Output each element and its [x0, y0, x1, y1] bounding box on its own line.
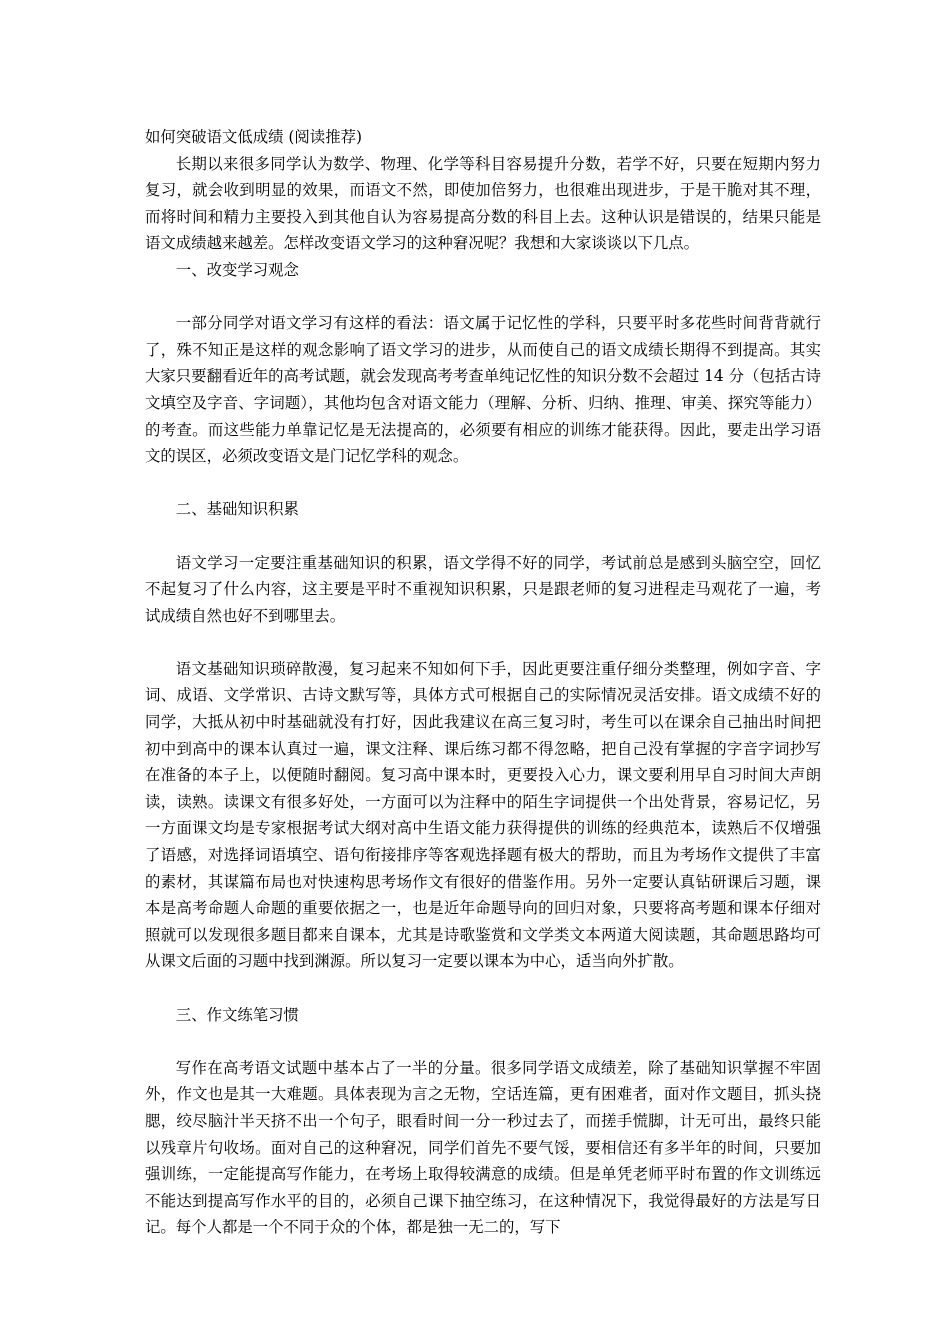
section-heading-basic-knowledge: 二、基础知识积累 — [175, 500, 299, 519]
section1-paragraph: 一部分同学对语文学习有这样的看法：语文属于记忆性的学科，只要平时多花些时间背背就行了，殊不知正是这样的观念影响了语文学习的进步，从而使自己的语文成绩长期得不到提高。其实大家只要翻看近年的高考试题，就会发现高考考查单纯记忆性的知识分数不会超过 14 分（包括古诗文填空及字音、字词题），其他均包含对语文能力（理解、分析、归纳、推理、审美、探究等能力）的考查。而这些能力单靠记忆是无法提高的，必须要有相应的训练才能获得。因此，要走出学习语文的误区，必须改变语文是门记忆学科的观念。 — [145, 314, 821, 466]
paragraph-spacer — [145, 975, 821, 1002]
section-heading-writing-habit: 三、作文练笔习惯 — [175, 1005, 299, 1024]
intro-paragraph: 长期以来很多同学认为数学、物理、化学等科目容易提升分数，若学不好，只要在短期内努力复习，就会收到明显的效果，而语文不然，即使加倍努力，也很难出现进步，于是干脆对其不理，而将时间和精力主要投入到其他自认为容易提高分数的科目上去。这种认识是错误的，结果只能是语文成绩越来越差。怎样改变语文学习的这种窘况呢？我想和大家谈谈以下几点。 — [145, 154, 821, 253]
paragraph-spacer — [145, 470, 821, 497]
paragraph-spacer — [145, 284, 821, 311]
section2-paragraph-2: 语文基础知识琐碎散漫，复习起来不知如何下手，因此更要注重仔细分类整理，例如字音、字词、成语、文学常识、古诗文默写等，具体方式可根据自己的实际情况灵活安排。语文成绩不好的同学，大抵从初中时基础就没有打好，因此我建议在高三复习时，考生可以在课余自己抽出时间把初中到高中的课本认真过一遍，课文注释、课后练习都不得忽略，把自己没有掌握的字音字词抄写在准备的本子上，以便随时翻阅。复习高中课本时，更要投入心力，课文要利用早自习时间大声朗读，读熟。读课文有很多好处，一方面可以为注释中的陌生字词提供一个出处背景，容易记忆，另一方面课文均是专家根据考试大纲对高中生语文能力获得提供的训练的经典范本，读熟后不仅增强了语感，对选择词语填空、语句衔接排序等客观选择题有极大的帮助，而且为考场作文提供了丰富的素材，其谋篇布局也对快速构思考场作文有很好的借鉴作用。另外一定要认真钻研课后习题，课本是高考命题人命题的重要依据之一，也是近年命题导向的回归对象，只要将高考题和课本仔细对照就可以发现很多题目都来自课本，尤其是诗歌鉴赏和文学类文本两道大阅读题，其命题思路均可从课文后面的习题中找到渊源。所以复习一定要以课本为中心，适当向外扩散。 — [145, 659, 821, 971]
section2-paragraph-1: 语文学习一定要注重基础知识的积累，语文学得不好的同学，考试前总是感到头脑空空，回忆不起复习了什么内容，这主要是平时不重视知识积累，只是跟老师的复习进程走马观花了一遍，考试成绩自然也好不到哪里去。 — [145, 553, 821, 625]
paragraph-spacer — [145, 629, 821, 656]
section3-paragraph: 写作在高考语文试题中基本占了一半的分量。很多同学语文成绩差，除了基础知识掌握不牢固外，作文也是其一大难题。具体表现为言之无物，空话连篇，更有困难者，面对作文题目，抓头挠腮，绞尽脑汁半天挤不出一个句子，眼看时间一分一秒过去了，而搓手慌脚，计无可出，最终只能以残章片句收场。面对自己的这种窘况，同学们首先不要气馁，要相信还有多半年的时间，只要加强训练，一定能提高写作能力，在考场上取得较满意的成绩。但是单凭老师平时布置的作文训练远不能达到提高写作水平的目的，必须自己课下抽空练习，在这种情况下，我觉得最好的方法是写日记。每个人都是一个不同于众的个体，都是独一无二的，写下 — [145, 1058, 821, 1237]
paragraph-spacer — [145, 1028, 821, 1055]
section-heading-change-concept: 一、改变学习观念 — [175, 260, 299, 279]
document-page — [145, 124, 821, 1241]
document-title: 如何突破语文低成绩 (阅读推荐) — [145, 128, 362, 146]
paragraph-spacer — [145, 523, 821, 550]
